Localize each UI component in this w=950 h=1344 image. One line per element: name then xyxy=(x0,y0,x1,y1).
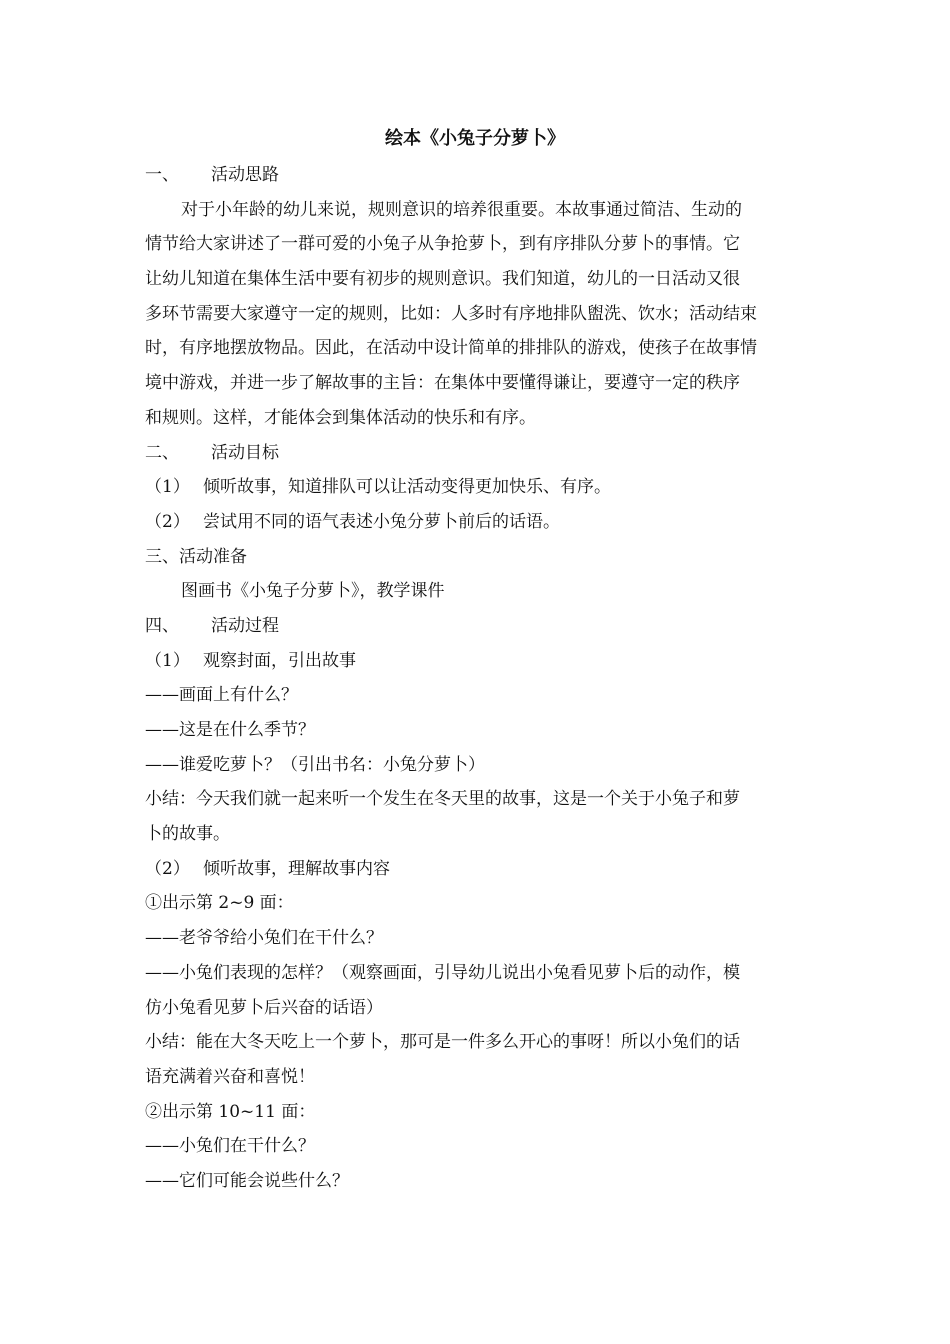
page-range-line: ②出示第 10~11 面： xyxy=(145,1101,316,1122)
question-line: ——小兔们在干什么？ xyxy=(145,1136,315,1157)
paragraph-line: 多环节需要大家遵守一定的规则，比如：人多时有序地排队盥洗、饮水；活动结束 xyxy=(145,303,757,324)
summary-line: 语充满着兴奋和喜悦！ xyxy=(145,1066,315,1087)
paragraph-line: 对于小年龄的幼儿来说，规则意识的培养很重要。本故事通过简洁、生动的 xyxy=(181,199,742,220)
question-line: ——小兔们表现的怎样？（观察画面，引导幼儿说出小兔看见萝卜后的动作，模 xyxy=(145,962,740,983)
step-number: （1） xyxy=(145,650,190,671)
section-heading-2 xyxy=(145,436,813,471)
goal-number: （1） xyxy=(145,477,190,498)
section-number: 一、 xyxy=(145,165,179,185)
step-text: 观察封面，引出故事 xyxy=(203,650,356,671)
paragraph-line: 境中游戏，并进一步了解故事的主旨：在集体中要懂得谦让，要遵守一定的秩序 xyxy=(145,373,740,394)
step-item xyxy=(145,852,813,887)
page-range-line: ①出示第 2~9 面： xyxy=(145,893,294,914)
summary-line: 卜的故事。 xyxy=(145,824,230,845)
document-body xyxy=(145,158,813,1199)
question-line: ——这是在什么季节？ xyxy=(145,720,315,740)
step-number: （2） xyxy=(145,858,190,879)
prep-text: 图画书《小兔子分萝卜》，教学课件 xyxy=(181,581,445,602)
question-line: ——画面上有什么？ xyxy=(145,685,298,706)
question-line: ——它们可能会说些什么？ xyxy=(145,1170,349,1191)
paragraph-line: 让幼儿知道在集体生活中要有初步的规则意识。我们知道，幼儿的一日活动又很 xyxy=(145,269,740,290)
summary-line: 小结：今天我们就一起来听一个发生在冬天里的故事，这是一个关于小兔子和萝 xyxy=(145,789,740,810)
section-label: 活动目标 xyxy=(211,442,279,463)
document-title: 绘本《小兔子分萝卜》 xyxy=(385,128,565,149)
step-item xyxy=(145,644,813,679)
summary-line: 小结：能在大冬天吃上一个萝卜，那可是一件多么开心的事呀！所以小兔们的话 xyxy=(145,1032,740,1053)
question-line: ——老爷爷给小兔们在干什么？ xyxy=(145,928,383,949)
goal-item xyxy=(145,470,813,505)
section-heading-1 xyxy=(145,158,813,193)
goal-text: 倾听故事，知道排队可以让活动变得更加快乐、有序。 xyxy=(203,477,611,498)
goal-item xyxy=(145,505,813,540)
section-heading-3: 三、活动准备 xyxy=(145,546,247,567)
section-number: 四、 xyxy=(145,615,179,636)
paragraph-line: 时，有序地摆放物品。因此，在活动中设计简单的排排队的游戏，使孩子在故事情 xyxy=(145,338,757,359)
goal-text: 尝试用不同的语气表述小兔分萝卜前后的话语。 xyxy=(203,511,560,532)
step-text: 倾听故事，理解故事内容 xyxy=(203,858,390,879)
section-heading-4 xyxy=(145,609,813,644)
paragraph-line: 和规则。这样，才能体会到集体活动的快乐和有序。 xyxy=(145,407,536,428)
section-number: 二、 xyxy=(145,442,179,463)
question-line: ——谁爱吃萝卜？（引出书名：小兔分萝卜） xyxy=(145,754,485,775)
section-label: 活动思路 xyxy=(211,165,279,185)
goal-number: （2） xyxy=(145,511,190,532)
section-label: 活动过程 xyxy=(211,615,279,636)
paragraph-line: 情节给大家讲述了一群可爱的小兔子从争抢萝卜，到有序排队分萝卜的事情。它 xyxy=(145,234,740,255)
question-line: 仿小兔看见萝卜后兴奋的话语） xyxy=(145,997,383,1018)
